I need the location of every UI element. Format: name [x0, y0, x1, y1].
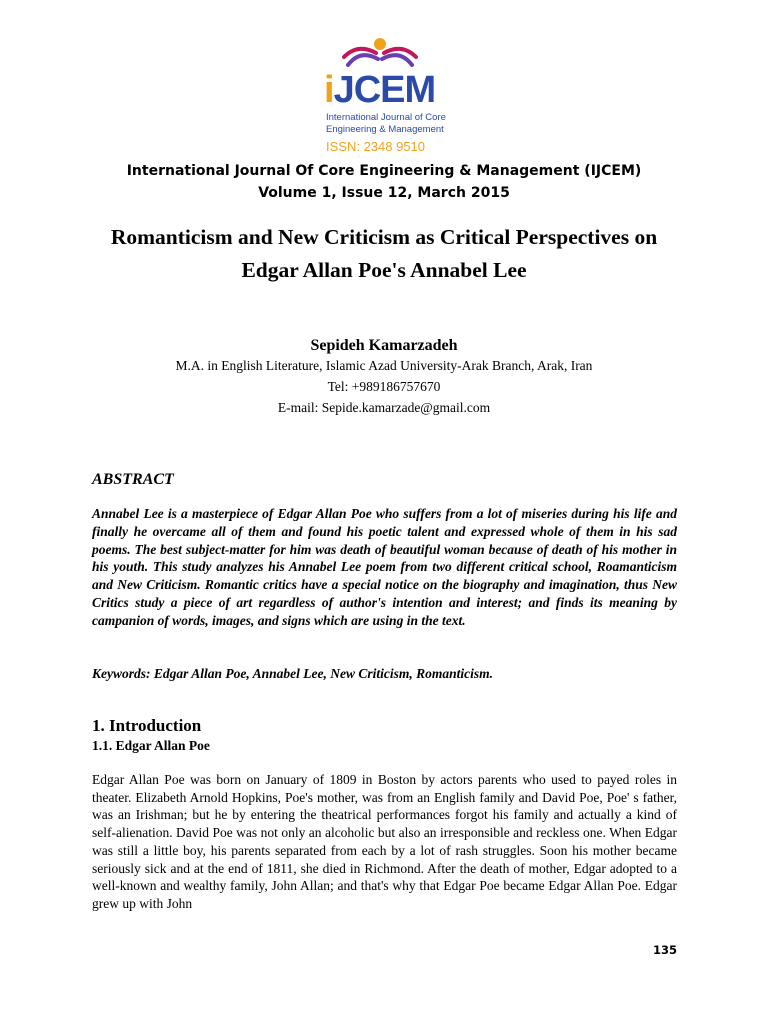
page-number: 135	[653, 943, 678, 957]
subsection-heading: 1.1. Edgar Allan Poe	[92, 738, 210, 753]
abstract-body: Annabel Lee is a masterpiece of Edgar Allan Poe who suffers from a lot of miseries during his life and finally he overcame all of them and found his poetic talent and expressed whole of them in his sad poems. The best subject-matter for him was death of beautiful woman because of death of his mother in his youth. This study analyzes his Annabel Lee poem from two different critical school, Roamanticism and New Criticism. Romantic critics have a special notice on the biography and imagination, thus New Critics study a piece of art regardless of author's intention and interest; and finds its meaning by campanion of words, images, and signs which are using in the text.	[92, 506, 677, 628]
author-tel: Tel: +989186757670	[327, 379, 441, 394]
paper-title-line2: Edgar Allan Poe's Annabel Lee	[241, 258, 527, 282]
logo-subtitle-line2: Engineering & Management	[326, 124, 444, 135]
section-heading-introduction: 1. Introduction	[92, 716, 202, 735]
logo-wordmark: iJCEM	[324, 69, 436, 111]
author-affiliation: M.A. in English Literature, Islamic Azad University-Arak Branch, Arak, Iran	[175, 358, 593, 373]
introduction-body: Edgar Allan Poe was born on January of 1809 in Boston by actors parents who used to payed roles in theater. Elizabeth Arnold Hopkins, Poe's mother, was from an English family and David Poe, Poe' s father, was an Irishman; but he by entering the theatrical performances forgot his family and actually a kind of self-alienation. David Poe was not only an alcoholic but also an irresponsible and reckless one. When Edgar was still a little boy, his parents separated from each by a lot of rash struggles. Soon his mother became seriously sick and at the end of 1811, she died in Richmond. After the death of mother, Edgar adopted to a well-known and wealthy family, John Allan; and that's why that Edgar Poe became Edgar Allan Poe. Edgar grew up with John	[92, 772, 677, 911]
keywords: Keywords: Edgar Allan Poe, Annabel Lee, New Criticism, Romanticism.	[92, 666, 494, 681]
volume-issue: Volume 1, Issue 12, March 2015	[258, 185, 510, 201]
author-email: E-mail: Sepide.kamarzade@gmail.com	[277, 400, 491, 415]
logo-issn: ISSN: 2348 9510	[326, 139, 426, 154]
open-book-icon	[320, 35, 452, 71]
abstract-heading: ABSTRACT	[92, 471, 174, 488]
journal-logo	[320, 35, 452, 160]
journal-name: International Journal Of Core Engineering & Management (IJCEM)	[126, 163, 642, 179]
logo-subtitle-line1: International Journal of Core	[326, 112, 446, 123]
paper-title-line1: Romanticism and New Criticism as Critical Perspectives on	[110, 225, 658, 249]
author-name: Sepideh Kamarzadeh	[310, 337, 458, 354]
